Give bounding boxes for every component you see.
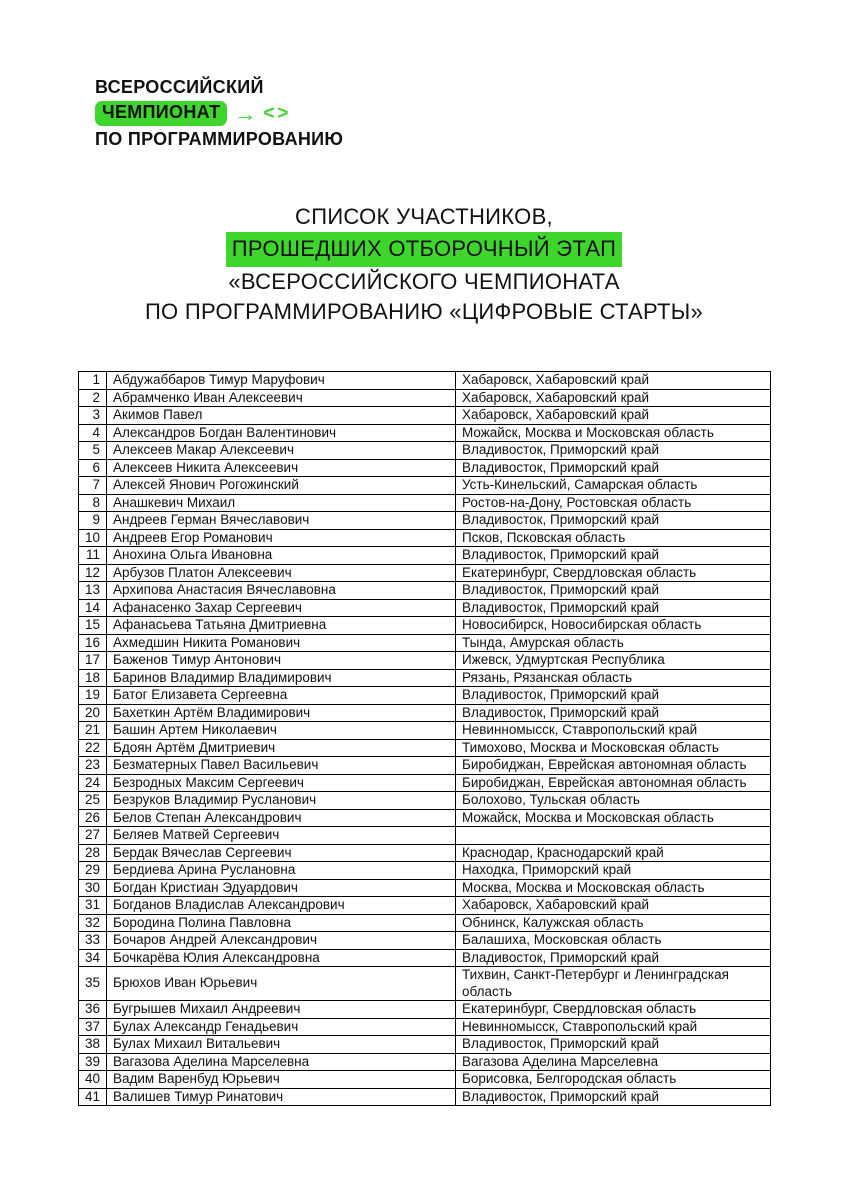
row-location: Псков, Псковская область xyxy=(456,529,771,547)
row-name: Бердиева Арина Руслановна xyxy=(107,862,456,880)
row-location: Владивосток, Приморский край xyxy=(456,949,771,967)
row-number: 3 xyxy=(79,407,107,425)
table-row xyxy=(79,1053,771,1071)
logo-line-2 xyxy=(95,101,343,126)
row-number: 39 xyxy=(79,1053,107,1071)
row-name: Александров Богдан Валентинович xyxy=(107,424,456,442)
row-name: Баженов Тимур Антонович xyxy=(107,652,456,670)
row-location: Биробиджан, Еврейская автономная область xyxy=(456,774,771,792)
row-location: Тында, Амурская область xyxy=(456,634,771,652)
row-name: Бородина Полина Павловна xyxy=(107,914,456,932)
table-row xyxy=(79,879,771,897)
title-line-2 xyxy=(0,232,848,267)
row-location: Ижевск, Удмуртская Республика xyxy=(456,652,771,670)
table-row xyxy=(79,722,771,740)
row-number: 23 xyxy=(79,757,107,775)
row-location: Хабаровск, Хабаровский край xyxy=(456,372,771,390)
row-location: Екатеринбург, Свердловская область xyxy=(456,564,771,582)
row-name: Валишев Тимур Ринатович xyxy=(107,1088,456,1106)
row-location: Хабаровск, Хабаровский край xyxy=(456,897,771,915)
table-row xyxy=(79,844,771,862)
table-row xyxy=(79,477,771,495)
row-number: 7 xyxy=(79,477,107,495)
row-number: 9 xyxy=(79,512,107,530)
code-brackets-icon: <> xyxy=(263,102,292,124)
table-row xyxy=(79,634,771,652)
table-row xyxy=(79,827,771,845)
row-number: 16 xyxy=(79,634,107,652)
row-number: 5 xyxy=(79,442,107,460)
row-location: Вагазова Аделина Марселевна xyxy=(456,1053,771,1071)
table-row xyxy=(79,809,771,827)
row-location: Обнинск, Калужская область xyxy=(456,914,771,932)
table-row xyxy=(79,862,771,880)
row-number: 10 xyxy=(79,529,107,547)
row-location: Москва, Москва и Московская область xyxy=(456,879,771,897)
table-row xyxy=(79,687,771,705)
row-location: Тихвин, Санкт-Петербург и Ленинградская область xyxy=(456,967,771,1001)
table-row xyxy=(79,897,771,915)
table-row xyxy=(79,704,771,722)
row-name: Бахеткин Артём Владимирович xyxy=(107,704,456,722)
championship-logo xyxy=(95,76,343,151)
logo-championship-badge: ЧЕМПИОНАТ xyxy=(95,101,227,126)
row-name: Бочкарёва Юлия Александровна xyxy=(107,949,456,967)
row-location: Борисовка, Белгородская область xyxy=(456,1071,771,1089)
row-name: Алексеев Макар Алексеевич xyxy=(107,442,456,460)
table-row xyxy=(79,914,771,932)
row-number: 36 xyxy=(79,1001,107,1019)
row-location: Болохово, Тульская область xyxy=(456,792,771,810)
table-row xyxy=(79,949,771,967)
row-number: 27 xyxy=(79,827,107,845)
row-number: 38 xyxy=(79,1036,107,1054)
row-name: Абдужаббаров Тимур Маруфович xyxy=(107,372,456,390)
table-row xyxy=(79,599,771,617)
row-number: 30 xyxy=(79,879,107,897)
row-name: Батог Елизавета Сергеевна xyxy=(107,687,456,705)
row-location: Хабаровск, Хабаровский край xyxy=(456,407,771,425)
row-location: Екатеринбург, Свердловская область xyxy=(456,1001,771,1019)
row-name: Башин Артем Николаевич xyxy=(107,722,456,740)
table-row xyxy=(79,792,771,810)
row-number: 34 xyxy=(79,949,107,967)
row-location: Невинномысск, Ставропольский край xyxy=(456,722,771,740)
row-number: 6 xyxy=(79,459,107,477)
title-line-3: «ВСЕРОССИЙСКОГО ЧЕМПИОНАТА xyxy=(228,269,620,294)
row-location: Владивосток, Приморский край xyxy=(456,547,771,565)
table-row xyxy=(79,372,771,390)
row-name: Анохина Ольга Ивановна xyxy=(107,547,456,565)
document-title xyxy=(0,202,848,327)
row-number: 20 xyxy=(79,704,107,722)
table-row xyxy=(79,967,771,1001)
row-name: Ахмедшин Никита Романович xyxy=(107,634,456,652)
row-name: Вадим Варенбуд Юрьевич xyxy=(107,1071,456,1089)
table-row xyxy=(79,932,771,950)
row-number: 41 xyxy=(79,1088,107,1106)
logo-line-3: ПО ПРОГРАММИРОВАНИЮ xyxy=(95,129,344,149)
row-location: Находка, Приморский край xyxy=(456,862,771,880)
arrow-right-icon: → xyxy=(234,100,257,126)
row-number: 22 xyxy=(79,739,107,757)
row-location: Биробиджан, Еврейская автономная область xyxy=(456,757,771,775)
row-name: Безруков Владимир Русланович xyxy=(107,792,456,810)
row-number: 2 xyxy=(79,389,107,407)
row-name: Андреев Егор Романович xyxy=(107,529,456,547)
row-location xyxy=(456,827,771,845)
table-row xyxy=(79,739,771,757)
row-name: Безматерных Павел Васильевич xyxy=(107,757,456,775)
row-name: Богдан Кристиан Эдуардович xyxy=(107,879,456,897)
table-row xyxy=(79,494,771,512)
table-row xyxy=(79,407,771,425)
table-row xyxy=(79,424,771,442)
row-name: Вагазова Аделина Марселевна xyxy=(107,1053,456,1071)
row-name: Бугрышев Михаил Андреевич xyxy=(107,1001,456,1019)
row-name: Афанасенко Захар Сергеевич xyxy=(107,599,456,617)
row-name: Брюхов Иван Юрьевич xyxy=(107,967,456,1001)
row-name: Белов Степан Александрович xyxy=(107,809,456,827)
table-row xyxy=(79,669,771,687)
table-row xyxy=(79,529,771,547)
row-location: Рязань, Рязанская область xyxy=(456,669,771,687)
row-number: 31 xyxy=(79,897,107,915)
row-name: Беляев Матвей Сергеевич xyxy=(107,827,456,845)
table-row xyxy=(79,1071,771,1089)
row-number: 33 xyxy=(79,932,107,950)
table-row xyxy=(79,459,771,477)
row-number: 15 xyxy=(79,617,107,635)
row-location: Можайск, Москва и Московская область xyxy=(456,424,771,442)
row-name: Андреев Герман Вячеславович xyxy=(107,512,456,530)
row-name: Акимов Павел xyxy=(107,407,456,425)
table-row xyxy=(79,1088,771,1106)
row-location: Балашиха, Московская область xyxy=(456,932,771,950)
row-number: 1 xyxy=(79,372,107,390)
table-row xyxy=(79,512,771,530)
row-name: Булах Александр Генадьевич xyxy=(107,1018,456,1036)
row-location: Владивосток, Приморский край xyxy=(456,687,771,705)
row-number: 24 xyxy=(79,774,107,792)
row-location: Владивосток, Приморский край xyxy=(456,1036,771,1054)
table-row xyxy=(79,1018,771,1036)
row-name: Алексей Янович Рогожинский xyxy=(107,477,456,495)
row-number: 29 xyxy=(79,862,107,880)
title-line-4: ПО ПРОГРАММИРОВАНИЮ «ЦИФРОВЫЕ СТАРТЫ» xyxy=(144,299,704,324)
row-name: Архипова Анастасия Вячеславовна xyxy=(107,582,456,600)
table-row xyxy=(79,564,771,582)
table-row xyxy=(79,582,771,600)
participants-table-body xyxy=(79,372,771,1106)
row-location: Владивосток, Приморский край xyxy=(456,1088,771,1106)
row-name: Булах Михаил Витальевич xyxy=(107,1036,456,1054)
row-number: 14 xyxy=(79,599,107,617)
row-name: Алексеев Никита Алексеевич xyxy=(107,459,456,477)
row-name: Анашкевич Михаил xyxy=(107,494,456,512)
row-name: Арбузов Платон Алексеевич xyxy=(107,564,456,582)
participants-table xyxy=(78,371,771,1106)
row-location: Тимохово, Москва и Московская область xyxy=(456,739,771,757)
row-location: Можайск, Москва и Московская область xyxy=(456,809,771,827)
row-number: 40 xyxy=(79,1071,107,1089)
row-number: 26 xyxy=(79,809,107,827)
row-number: 8 xyxy=(79,494,107,512)
row-number: 21 xyxy=(79,722,107,740)
row-location: Хабаровск, Хабаровский край xyxy=(456,389,771,407)
row-number: 25 xyxy=(79,792,107,810)
table-row xyxy=(79,774,771,792)
row-number: 19 xyxy=(79,687,107,705)
row-location: Усть-Кинельский, Самарская область xyxy=(456,477,771,495)
table-row xyxy=(79,652,771,670)
table-row xyxy=(79,442,771,460)
row-location: Владивосток, Приморский край xyxy=(456,512,771,530)
row-location: Владивосток, Приморский край xyxy=(456,442,771,460)
row-name: Бердак Вячеслав Сергеевич xyxy=(107,844,456,862)
table-row xyxy=(79,547,771,565)
title-line-2-highlight: ПРОШЕДШИХ ОТБОРОЧНЫЙ ЭТАП xyxy=(226,232,623,267)
table-row xyxy=(79,757,771,775)
row-location: Владивосток, Приморский край xyxy=(456,599,771,617)
row-number: 37 xyxy=(79,1018,107,1036)
row-number: 4 xyxy=(79,424,107,442)
row-number: 12 xyxy=(79,564,107,582)
row-name: Афанасьева Татьяна Дмитриевна xyxy=(107,617,456,635)
row-name: Безродных Максим Сергеевич xyxy=(107,774,456,792)
row-location: Краснодар, Краснодарский край xyxy=(456,844,771,862)
row-number: 17 xyxy=(79,652,107,670)
row-number: 11 xyxy=(79,547,107,565)
row-number: 35 xyxy=(79,967,107,1001)
logo-line-1: ВСЕРОССИЙСКИЙ xyxy=(95,77,264,97)
table-row xyxy=(79,617,771,635)
title-line-1: СПИСОК УЧАСТНИКОВ, xyxy=(295,204,553,229)
row-name: Богданов Владислав Александрович xyxy=(107,897,456,915)
row-number: 13 xyxy=(79,582,107,600)
row-name: Бочаров Андрей Александрович xyxy=(107,932,456,950)
table-row xyxy=(79,389,771,407)
table-row xyxy=(79,1001,771,1019)
row-number: 28 xyxy=(79,844,107,862)
row-number: 18 xyxy=(79,669,107,687)
row-location: Владивосток, Приморский край xyxy=(456,704,771,722)
row-location: Владивосток, Приморский край xyxy=(456,582,771,600)
row-name: Абрамченко Иван Алексеевич xyxy=(107,389,456,407)
row-location: Владивосток, Приморский край xyxy=(456,459,771,477)
row-location: Невинномысск, Ставропольский край xyxy=(456,1018,771,1036)
row-name: Бдоян Артём Дмитриевич xyxy=(107,739,456,757)
row-name: Баринов Владимир Владимирович xyxy=(107,669,456,687)
table-row xyxy=(79,1036,771,1054)
row-location: Новосибирск, Новосибирская область xyxy=(456,617,771,635)
row-number: 32 xyxy=(79,914,107,932)
row-location: Ростов-на-Дону, Ростовская область xyxy=(456,494,771,512)
